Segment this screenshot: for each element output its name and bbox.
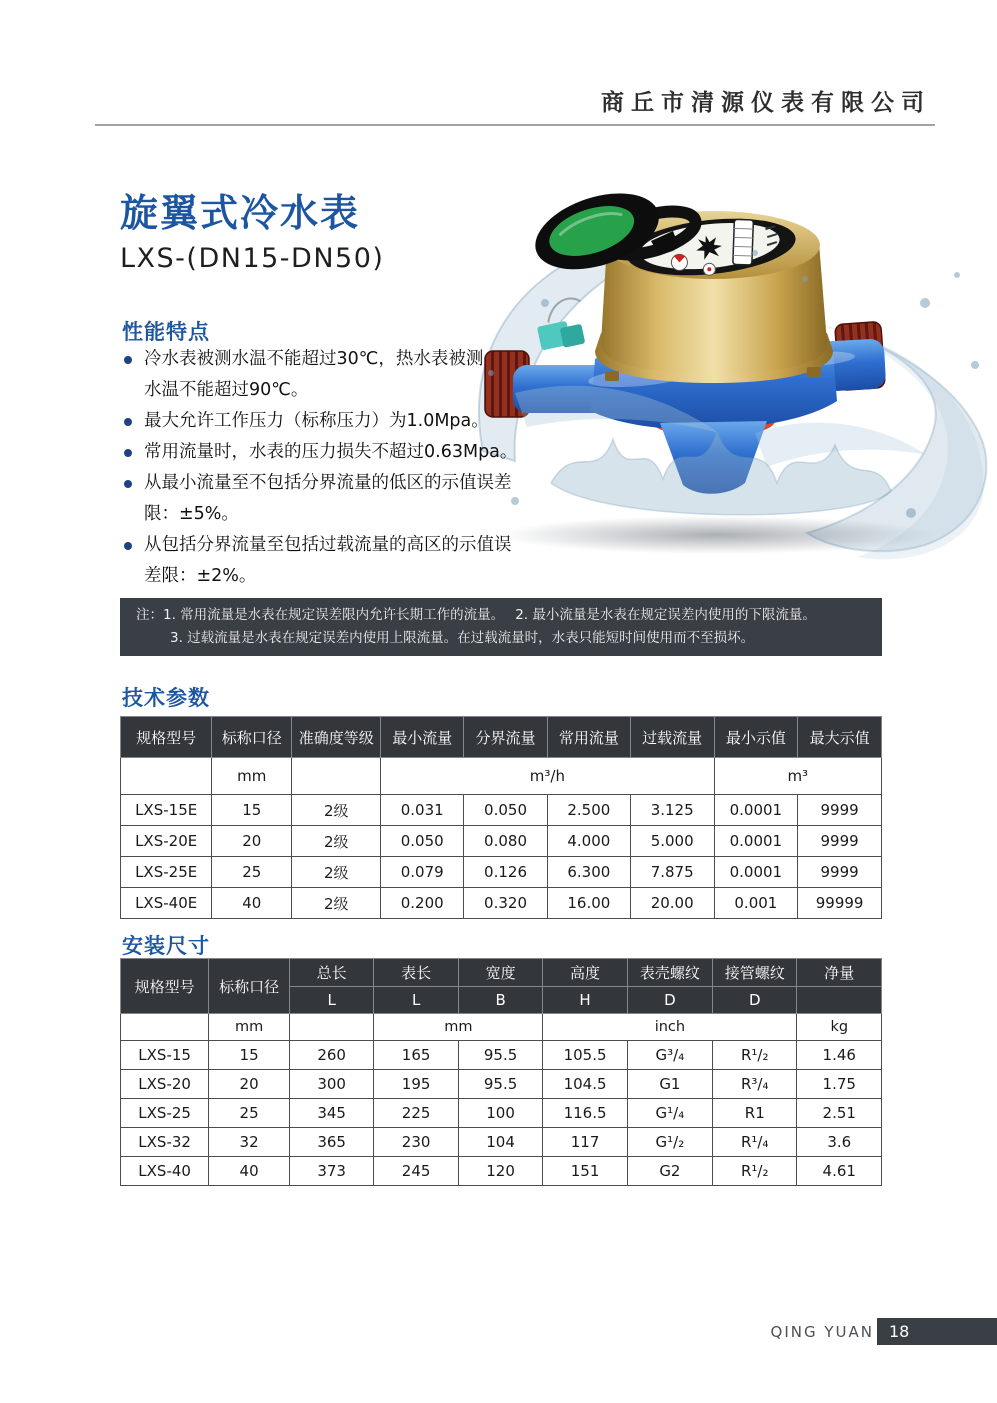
table-cell: 120 [458,1157,542,1186]
bullet-dot-icon [124,542,132,550]
feature-text: 从包括分界流量至包括过载流量的高区的示值误 差限：±2%。 [144,535,512,586]
feature-item [122,530,542,592]
feature-item [122,468,542,530]
table-cell: 0.320 [464,888,548,919]
spec-heading: 技术参数 [122,686,210,710]
table-cell: LXS-15 [121,1041,209,1070]
bullet-dot-icon [124,449,132,457]
spec-table [120,716,882,919]
dim-units-row [121,1014,882,1041]
table-cell: 5.000 [630,826,714,857]
table-cell: 0.0001 [714,857,798,888]
table-cell: R³/₄ [713,1070,797,1099]
table-cell: G³/₄ [627,1041,712,1070]
table-cell: 2级 [292,795,381,826]
table-row [121,1041,882,1070]
table-cell: 365 [289,1128,373,1157]
table-cell: LXS-20E [121,826,212,857]
table-cell: 95.5 [458,1041,542,1070]
table-cell: 2.51 [797,1099,882,1128]
table-cell: LXS-15E [121,795,212,826]
table-cell: 300 [289,1070,373,1099]
table-cell: 25 [209,1099,290,1128]
table-cell: 3.6 [797,1128,882,1157]
company-name: 商丘市清源仪表有限公司 [601,90,931,116]
table-cell: 9999 [798,826,882,857]
table-cell: 3.125 [630,795,714,826]
column-header: 宽度 [458,959,542,987]
table-row [121,826,882,857]
unit-cell: inch [543,1014,797,1041]
column-symbol [797,987,882,1014]
table-cell: 0.050 [381,826,464,857]
dim-header-row-1 [121,959,882,987]
table-cell: 0.080 [464,826,548,857]
unit-cell [292,758,381,795]
column-header: 接管螺纹 [713,959,797,987]
table-cell: 104.5 [543,1070,627,1099]
table-cell: 15 [209,1041,290,1070]
table-cell: 0.079 [381,857,464,888]
column-header: 规格型号 [121,717,212,758]
table-cell: 9999 [798,857,882,888]
footer-brand: QING YUAN [770,1323,874,1341]
column-header: 准确度等级 [292,717,381,758]
column-header: 最大示值 [798,717,882,758]
dim-table [120,958,882,1186]
table-cell: 99999 [798,888,882,919]
table-cell: 2级 [292,826,381,857]
feature-text: 最大允许工作压力（标称压力）为1.0Mpa。 [144,411,489,431]
table-cell: 0.0001 [714,795,798,826]
column-symbol: L [374,987,458,1014]
column-header: 表长 [374,959,458,987]
table-cell: 0.200 [381,888,464,919]
note-line-2: 3. 过载流量是水表在规定误差内使用上限流量。在过载流量时，水表只能短时间使用而不至损坏。 [170,630,755,646]
ground-shadow [499,516,935,554]
table-cell: LXS-40 [121,1157,209,1186]
table-cell: 16.00 [547,888,630,919]
table-cell: 0.031 [381,795,464,826]
column-header: 总长 [289,959,373,987]
bullet-dot-icon [124,418,132,426]
unit-cell [121,1014,209,1041]
column-header: 过载流量 [630,717,714,758]
bullet-dot-icon [124,480,132,488]
unit-cell: m³/h [381,758,714,795]
table-cell: LXS-25 [121,1099,209,1128]
column-header: 分界流量 [464,717,548,758]
feature-item [122,406,542,437]
table-row [121,1070,882,1099]
table-cell: 0.050 [464,795,548,826]
table-cell: 25 [212,857,292,888]
table-row [121,1099,882,1128]
column-header: 表壳螺纹 [627,959,712,987]
table-cell: 245 [374,1157,458,1186]
unit-cell: kg [797,1014,882,1041]
product-title: 旋翼式冷水表 [120,191,361,235]
table-cell: 6.300 [547,857,630,888]
table-cell: 104 [458,1128,542,1157]
header-divider [95,124,935,126]
column-symbol: L [289,987,373,1014]
table-cell: 0.0001 [714,826,798,857]
page-number: 18 [889,1322,910,1341]
spec-header-row [121,717,882,758]
column-header: 最小示值 [714,717,798,758]
table-cell: 165 [374,1041,458,1070]
table-cell: 373 [289,1157,373,1186]
dim-heading: 安装尺寸 [122,934,210,958]
table-cell: 2级 [292,857,381,888]
table-row [121,1128,882,1157]
column-header: 最小流量 [381,717,464,758]
table-cell: 0.126 [464,857,548,888]
table-cell: 105.5 [543,1041,627,1070]
table-cell: R¹/₄ [713,1128,797,1157]
feature-text: 冷水表被测水温不能超过30℃，热水表被测 水温不能超过90℃。 [144,349,484,400]
table-cell: 116.5 [543,1099,627,1128]
table-cell: G1 [627,1070,712,1099]
table-cell: 4.000 [547,826,630,857]
table-cell: 100 [458,1099,542,1128]
unit-cell: mm [212,758,292,795]
table-cell: 225 [374,1099,458,1128]
table-row [121,888,882,919]
feature-item [122,437,542,468]
features-heading: 性能特点 [122,320,210,344]
feature-text: 常用流量时，水表的压力损失不超过0.63Mpa。 [144,442,518,462]
table-cell: 117 [543,1128,627,1157]
feature-text: 从最小流量至不包括分界流量的低区的示值误差 限：±5%。 [144,473,512,524]
note-line-1: 注：1. 常用流量是水表在规定误差限内允许长期工作的流量。 2. 最小流量是水表在规定误差内使用的下限流量。 [136,607,816,623]
table-cell: 1.75 [797,1070,882,1099]
table-cell: 1.46 [797,1041,882,1070]
column-symbol: H [543,987,627,1014]
unit-cell [289,1014,373,1041]
table-cell: 95.5 [458,1070,542,1099]
product-model: LXS-(DN15-DN50) [120,243,385,274]
unit-cell: mm [374,1014,543,1041]
column-header: 高度 [543,959,627,987]
table-cell: 2.500 [547,795,630,826]
table-cell: 230 [374,1128,458,1157]
table-cell: LXS-20 [121,1070,209,1099]
features-list [122,344,542,592]
table-row [121,857,882,888]
table-cell: 32 [209,1128,290,1157]
table-cell: 4.61 [797,1157,882,1186]
table-cell: 345 [289,1099,373,1128]
table-row [121,1157,882,1186]
column-header: 规格型号 [121,959,209,1014]
table-cell: 20.00 [630,888,714,919]
column-header: 标称口径 [212,717,292,758]
unit-cell: mm [209,1014,290,1041]
table-cell: 195 [374,1070,458,1099]
bullet-dot-icon [124,356,132,364]
table-cell: 0.001 [714,888,798,919]
unit-cell: m³ [714,758,881,795]
table-cell: R¹/₂ [713,1041,797,1070]
table-cell: LXS-32 [121,1128,209,1157]
table-cell: LXS-25E [121,857,212,888]
table-cell: LXS-40E [121,888,212,919]
table-cell: 9999 [798,795,882,826]
table-cell: 7.875 [630,857,714,888]
table-cell: 40 [212,888,292,919]
feature-item [122,344,542,406]
table-cell: G¹/₂ [627,1128,712,1157]
table-cell: 260 [289,1041,373,1070]
table-cell: R¹/₂ [713,1157,797,1186]
table-cell: 151 [543,1157,627,1186]
column-symbol: D [627,987,712,1014]
note-box [120,598,882,656]
table-cell: 20 [212,826,292,857]
table-cell: G2 [627,1157,712,1186]
spec-units-row [121,758,882,795]
table-row [121,795,882,826]
unit-cell [121,758,212,795]
table-cell: G¹/₄ [627,1099,712,1128]
column-symbol: B [458,987,542,1014]
column-symbol: D [713,987,797,1014]
column-header: 常用流量 [547,717,630,758]
table-cell: 2级 [292,888,381,919]
column-header: 净量 [797,959,882,987]
table-cell: R1 [713,1099,797,1128]
column-header: 标称口径 [209,959,290,1014]
table-cell: 40 [209,1157,290,1186]
table-cell: 20 [209,1070,290,1099]
table-cell: 15 [212,795,292,826]
page-number-bar [877,1318,997,1345]
